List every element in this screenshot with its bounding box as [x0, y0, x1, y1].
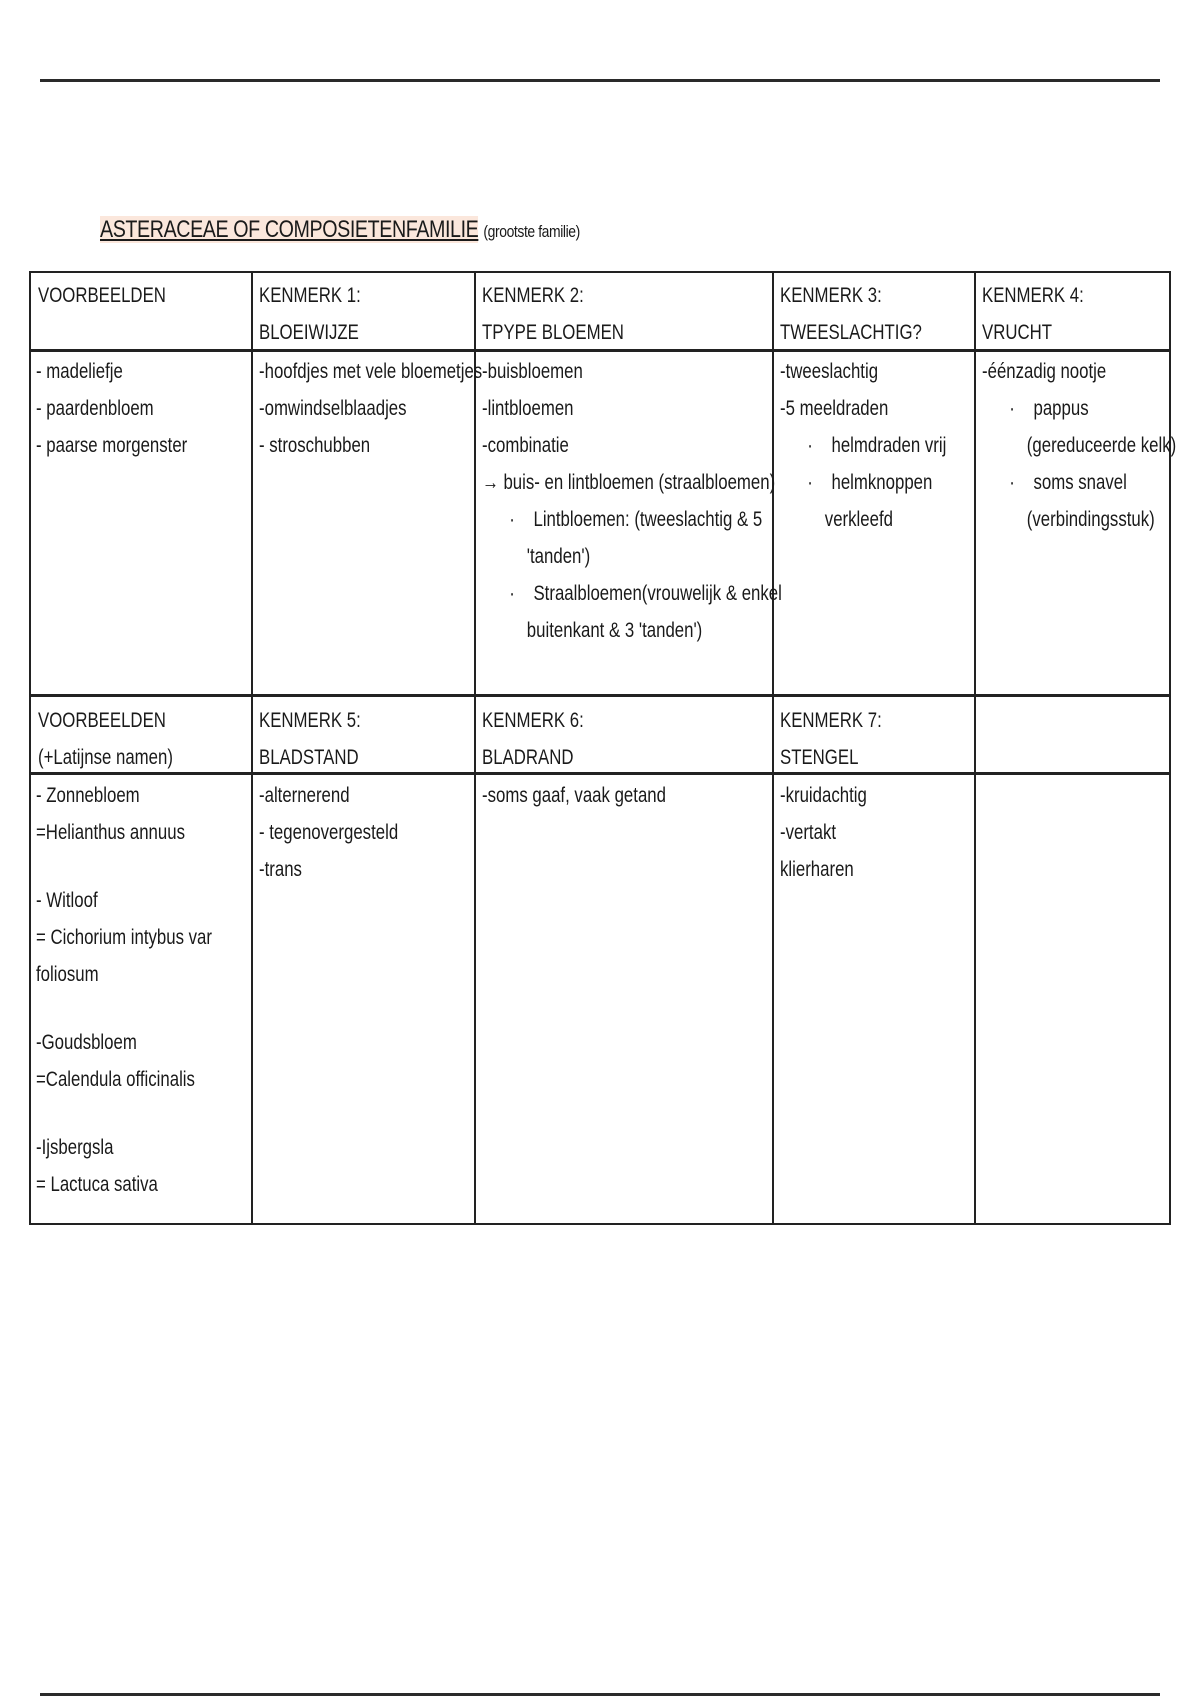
list-item: -trans: [259, 858, 302, 881]
list-item: · helmdraden vrij: [807, 434, 947, 457]
list-item: · pappus: [1009, 397, 1089, 420]
header-kenmerk-2: KENMERK 2: TPYPE BLOEMEN: [482, 284, 624, 344]
bladrand-list: [482, 777, 712, 814]
list-item: =Calendula officinalis: [36, 1068, 195, 1091]
list-item: = Cichorium intybus var: [36, 926, 212, 949]
header-kenmerk-4: KENMERK 4: VRUCHT: [982, 284, 1084, 344]
list-item: - paardenbloem: [36, 397, 154, 420]
list-item: -hoofdjes met vele bloemetjes: [259, 360, 483, 383]
header-kenmerk-5: KENMERK 5: BLADSTAND: [259, 709, 361, 769]
list-item: -omwindselblaadjes: [259, 397, 407, 420]
list-item: -buisbloemen: [482, 360, 583, 383]
title-subtitle: (grootste familie): [483, 222, 580, 241]
latin-names-list: [36, 777, 256, 1203]
list-item: verkleefd: [824, 508, 893, 531]
top-rule: [40, 79, 1160, 82]
vrucht-list: [982, 353, 1200, 538]
list-item: - madeliefje: [36, 360, 123, 383]
list-item: (gereduceerde kelk): [1026, 434, 1177, 457]
list-item: - paarse morgenster: [36, 434, 188, 457]
list-item: buitenkant & 3 'tanden'): [526, 619, 703, 642]
header-kenmerk-1: KENMERK 1: BLOEIWIJZE: [259, 284, 361, 344]
list-item: - Zonnebloem: [36, 784, 140, 807]
title-main: ASTERACEAE OF COMPOSIETENFAMILIE: [100, 216, 479, 243]
bottom-rule: [40, 1693, 1160, 1696]
list-item: -5 meeldraden: [780, 397, 889, 420]
list-item: -vertakt: [780, 821, 837, 844]
list-item: -combinatie: [482, 434, 569, 457]
header-kenmerk-6: KENMERK 6: BLADRAND: [482, 709, 584, 769]
list-item: 'tanden'): [526, 545, 591, 568]
list-item: -lintbloemen: [482, 397, 574, 420]
list-item: -alternerend: [259, 784, 350, 807]
bladstand-list: [259, 777, 433, 888]
header-kenmerk-3: KENMERK 3: TWEESLACHTIG?: [780, 284, 922, 344]
header-voorbeelden-latijn: VOORBEELDEN (+Latijnse namen): [38, 709, 173, 769]
section-divider: [31, 694, 1169, 697]
list-item: = Lactuca sativa: [36, 1173, 158, 1196]
list-item: foliosum: [36, 963, 99, 986]
list-item: - Witloof: [36, 889, 98, 912]
list-item: -kruidachtig: [780, 784, 867, 807]
list-item: -tweeslachtig: [780, 360, 879, 383]
list-item: -Goudsbloem: [36, 1031, 137, 1054]
examples-list: [36, 353, 225, 464]
list-item: · Lintbloemen: (tweeslachtig & 5: [509, 508, 763, 531]
list-item: - tegenovergesteld: [259, 821, 399, 844]
list-item: -soms gaaf, vaak getand: [482, 784, 666, 807]
list-item: -Ijsbergsla: [36, 1136, 114, 1159]
list-item: · soms snavel: [1009, 471, 1127, 494]
list-item: (verbindingsstuk): [1026, 508, 1155, 531]
header-kenmerk-7: KENMERK 7: STENGEL: [780, 709, 882, 769]
list-item: → buis- en lintbloemen (straalbloemen): [482, 471, 776, 494]
tweeslachtig-list: [780, 353, 988, 538]
stengel-list: [780, 777, 889, 888]
list-item: =Helianthus annuus: [36, 821, 185, 844]
list-item: · Straalbloemen(vrouwelijk & enkel: [509, 582, 782, 605]
list-item: klierharen: [780, 858, 854, 881]
list-item: - stroschubben: [259, 434, 371, 457]
page-title: [100, 216, 580, 244]
characteristics-table: [29, 271, 1177, 1225]
list-item: · helmknoppen: [807, 471, 933, 494]
header-voorbeelden: VOORBEELDEN: [38, 284, 166, 307]
list-item: -éénzadig nootje: [982, 360, 1107, 383]
